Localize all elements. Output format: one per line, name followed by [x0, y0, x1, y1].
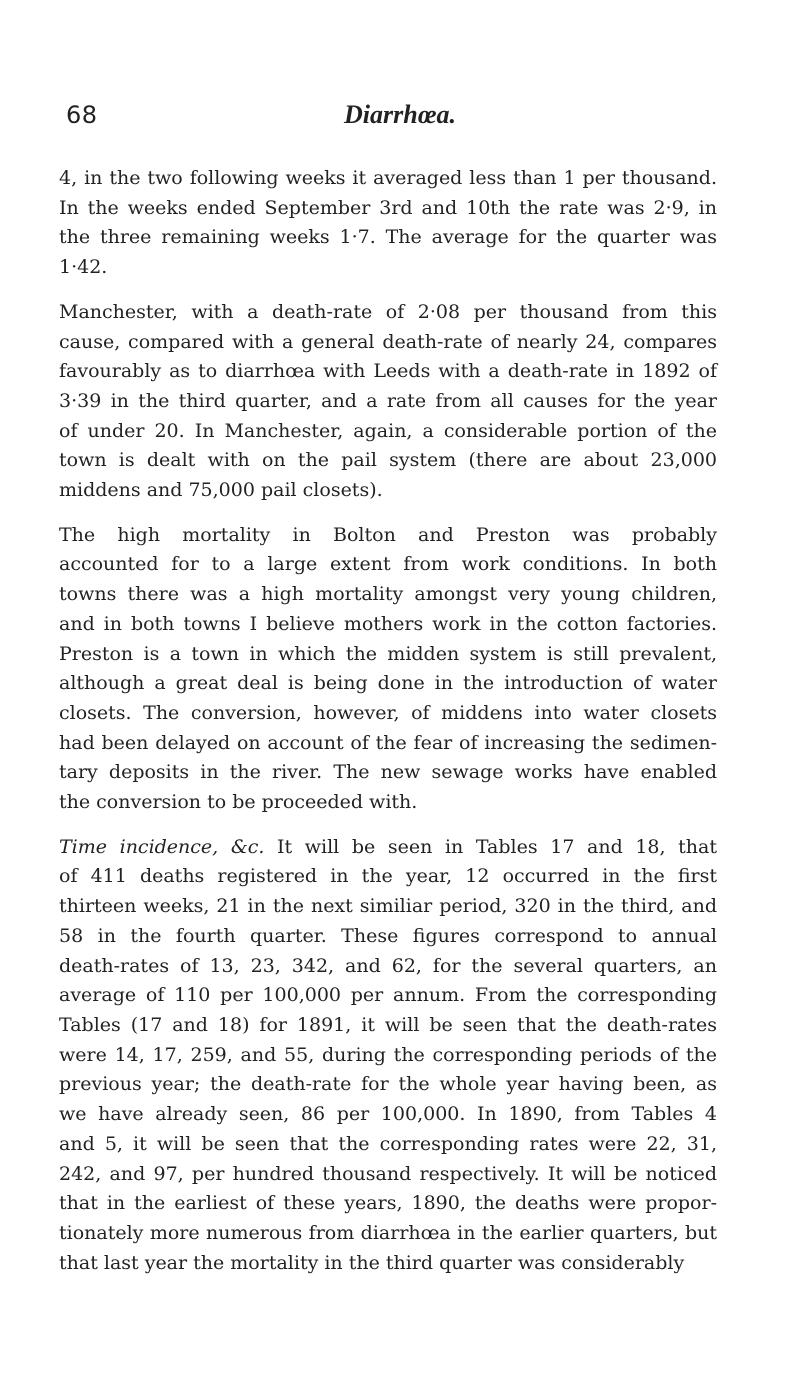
text-line: In the weeks ended September 3rd and 10th the rate was 2·9, in — [59, 196, 717, 219]
text-line: The high mortality in Bolton and Preston was probably — [59, 523, 717, 546]
paragraph-2 — [59, 298, 717, 506]
running-title: Diarrhœa. — [344, 100, 456, 129]
text-line: Preston is a town in which the midden system is still prevalent, — [59, 642, 717, 665]
page-number: 68 — [66, 101, 98, 129]
text-line: although a great deal is being done in the introduction of water — [59, 672, 717, 695]
text-line: and in both towns I believe mothers work in the cotton factories. — [59, 612, 717, 635]
text-line: tionately more numerous from diarrhœa in the earlier quarters, but — [59, 1221, 717, 1244]
text-line: middens and 75,000 pail closets). — [59, 479, 383, 502]
text-line: 1·42. — [59, 256, 108, 279]
text-line: of under 20. In Manchester, again, a considerable portion of the — [59, 419, 717, 442]
paragraph-4 — [59, 833, 717, 1279]
paragraph-3 — [59, 521, 717, 818]
text-line: tary deposits in the river. The new sewage works have enabled — [59, 761, 717, 784]
text-line: the three remaining weeks 1·7. The average for the quarter was — [59, 226, 717, 249]
text-line: the conversion to be proceeded with. — [59, 791, 418, 814]
first-line-rest: It will be seen in Tables 17 and 18, that — [264, 835, 717, 858]
text-line: towns there was a high mortality amongst very young children, — [59, 583, 717, 606]
text-line: 4, in the two following weeks it averaged less than 1 per thousand. — [59, 167, 717, 189]
text-line: we have already seen, 86 per 100,000. In 1890, from Tables 4 — [59, 1103, 717, 1126]
paragraph-1 — [59, 164, 717, 283]
text-line: 3·39 in the third quarter, and a rate from all causes for the year — [59, 389, 717, 412]
text-line-first — [59, 833, 717, 863]
text-line: cause, compared with a general death-rate of nearly 24, compares — [59, 330, 717, 353]
text-line: 58 in the fourth quarter. These figures correspond to annual — [59, 924, 717, 947]
text-line: had been delayed on account of the fear of increasing the sedimen- — [59, 731, 717, 754]
text-line: town is dealt with on the pail system (there are about 23,000 — [59, 449, 717, 472]
text-line: that in the earliest of these years, 1890, the deaths were propor- — [59, 1192, 717, 1215]
text-line: Manchester, with a death-rate of 2·08 per thousand from this — [59, 300, 717, 323]
section-lead-italic: Time incidence, &c. — [59, 835, 265, 858]
text-line: closets. The conversion, however, of middens into water closets — [59, 701, 717, 724]
text-line: previous year; the death-rate for the whole year having been, as — [59, 1073, 717, 1096]
text-line: of 411 deaths registered in the year, 12 occurred in the first — [59, 865, 717, 888]
text-line: death-rates of 13, 23, 342, and 62, for the several quarters, an — [59, 954, 717, 977]
body-text — [59, 164, 717, 1278]
page-header — [0, 100, 800, 140]
text-line: were 14, 17, 259, and 55, during the corresponding periods of the — [59, 1043, 717, 1066]
text-line: and 5, it will be seen that the corresponding rates were 22, 31, — [59, 1132, 717, 1155]
text-line: 242, and 97, per hundred thousand respectively. It will be noticed — [59, 1162, 717, 1185]
text-line: that last year the mortality in the third quarter was considerably — [59, 1251, 685, 1274]
text-line: thirteen weeks, 21 in the next similiar period, 320 in the third, and — [59, 895, 717, 918]
text-line: Tables (17 and 18) for 1891, it will be seen that the death-rates — [59, 1013, 717, 1036]
text-line: favourably as to diarrhœa with Leeds with a death-rate in 1892 of — [59, 360, 717, 383]
text-line: average of 110 per 100,000 per annum. From the corresponding — [59, 984, 717, 1007]
text-line: accounted for to a large extent from work conditions. In both — [59, 553, 717, 576]
